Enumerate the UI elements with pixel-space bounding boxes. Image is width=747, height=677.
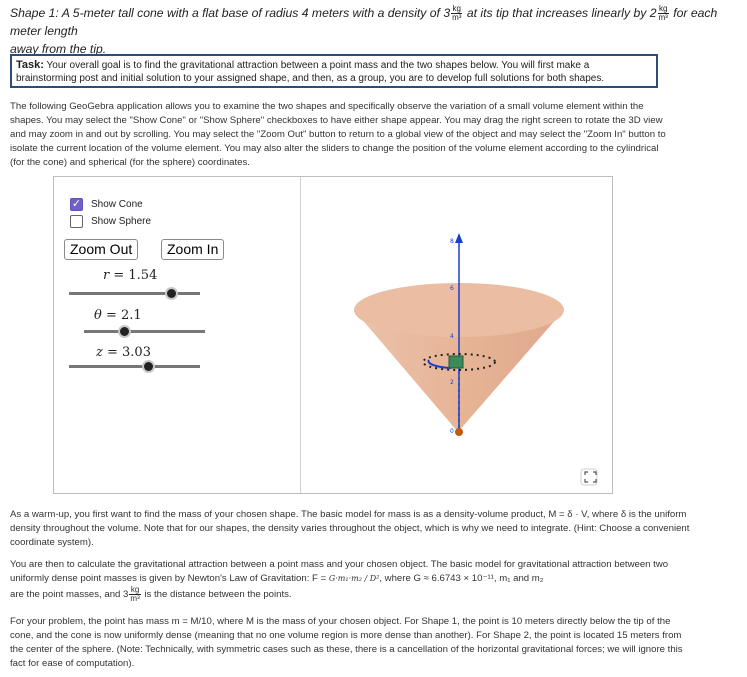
show-sphere-checkbox[interactable] (70, 215, 151, 228)
cone-3d-svg[interactable] (301, 177, 612, 493)
r-slider-track[interactable] (69, 292, 200, 295)
shape-suffix: for each meter length (10, 6, 718, 39)
unit-fraction: $\frac{kg}{\text{m³}}$ (452, 4, 462, 23)
tick-2: 2 (450, 379, 454, 386)
z-axis-arrow (455, 233, 463, 243)
cone-tip-point (455, 428, 463, 436)
shape-description (10, 4, 745, 58)
tick-4: 4 (450, 333, 454, 340)
tick-6: 6 (450, 285, 454, 292)
r-slider-handle[interactable] (167, 289, 176, 298)
newton-formula: G·m₁·m₂ / D² (328, 574, 380, 583)
warmup-paragraph: As a warm-up, you first want to find the mass of your chosen shape. The basic model for mass is as a density-volume product, M = δ · V, where δ is the uniform density throughout the volume. Note that for our shapes, the density varies throughout the object, which is why we need to integrate. (Hint: Choose a convenient coordinate system). (10, 509, 690, 548)
algebra-panel (54, 177, 301, 493)
gravitation-paragraph: You are then to calculate the gravitational attraction between a point mass and your chosen object. The basic model for gravitational attraction between two uniformly dense point masses is given by Newton's Law of Gravitation: F = G·m₁·m₂ / D², where G ≈ 6.6743 × 10⁻¹¹, m₁ and m₂ are the point masses, and 3 $\frac{kg}{\text{m³}}$ is the distance between the points. (10, 559, 669, 603)
tick-0: 0 (450, 428, 454, 435)
3d-graphics-view[interactable] (301, 177, 612, 493)
z-slider-label: z = 3.03 (96, 345, 151, 360)
geogebra-applet (53, 176, 613, 494)
intro-paragraph: The following GeoGebra application allows you to examine the two shapes and specifically observe the variation of a small volume element within the shapes. You may select the "Show Cone" or "Show Sphere" checkboxes to have either shape appear. You may drag the right screen to rotate the 3D view and may zoom in and out by scrolling. You may select the "Zoom Out" button to return to a global view of the object and may select the "Zoom In" button to isolate the current location of the volume element. You may also alter the sliders to change the position of the volume element according to the cylindrical (for the cone) and spherical (for the sphere) coordinates. (10, 101, 666, 168)
z-slider-track[interactable] (69, 365, 200, 368)
z-slider-handle[interactable] (144, 362, 153, 371)
fullscreen-icon[interactable] (581, 469, 597, 485)
shape-prefix: Shape 1: A 5-meter tall cone with a flat base of radius 4 meters with a density of 3 (10, 6, 451, 20)
shape-middle: at its tip that increases linearly by 2 (463, 6, 657, 20)
zoom-in-button[interactable]: Zoom In (161, 239, 224, 260)
task-text: Your overall goal is to find the gravitational attraction between a point mass and the two shapes below. You will first make a brainstorming post and initial solution to your assigned shape, and then, as a group, you are to develop full solutions for both shapes. (16, 60, 605, 84)
zoom-out-button[interactable]: Zoom Out (64, 239, 138, 260)
show-cone-checkbox[interactable] (70, 198, 143, 211)
theta-slider-label: θ = 2.1 (94, 308, 142, 323)
tick-8: 8 (450, 238, 454, 245)
theta-slider-track[interactable] (84, 330, 205, 333)
show-cone-label: Show Cone (91, 199, 143, 210)
checkbox-unchecked-icon[interactable] (70, 215, 83, 228)
task-label: Task: (16, 59, 44, 71)
r-slider-label: r = 1.54 (103, 268, 158, 283)
unit-fraction-3: $\frac{kg}{\text{m³}}$ (130, 585, 140, 603)
volume-element (449, 356, 463, 368)
task-box (10, 54, 658, 88)
show-sphere-label: Show Sphere (91, 216, 152, 227)
unit-fraction-2: $\frac{kg}{\text{m³}}$ (658, 4, 668, 23)
problem-paragraph: For your problem, the point has mass m = M/10, where M is the mass of your chosen object. For Shape 1, the point is 10 meters directly below the tip of the cone, and the cone is now uniformly dense (meaning that no one volume region is more dense than another). For Shape 2, the point is located 15 meters from the center of the sphere. (Note: Technically, with symmetric cases such as these, there is a cancellation of the horizontal gravitational forces; we will ignore this fact for ease of computation). (10, 616, 683, 669)
theta-slider-handle[interactable] (120, 327, 129, 336)
checkbox-checked-icon[interactable]: ✓ (71, 198, 82, 210)
shape-line2: away from the tip. (10, 42, 107, 57)
